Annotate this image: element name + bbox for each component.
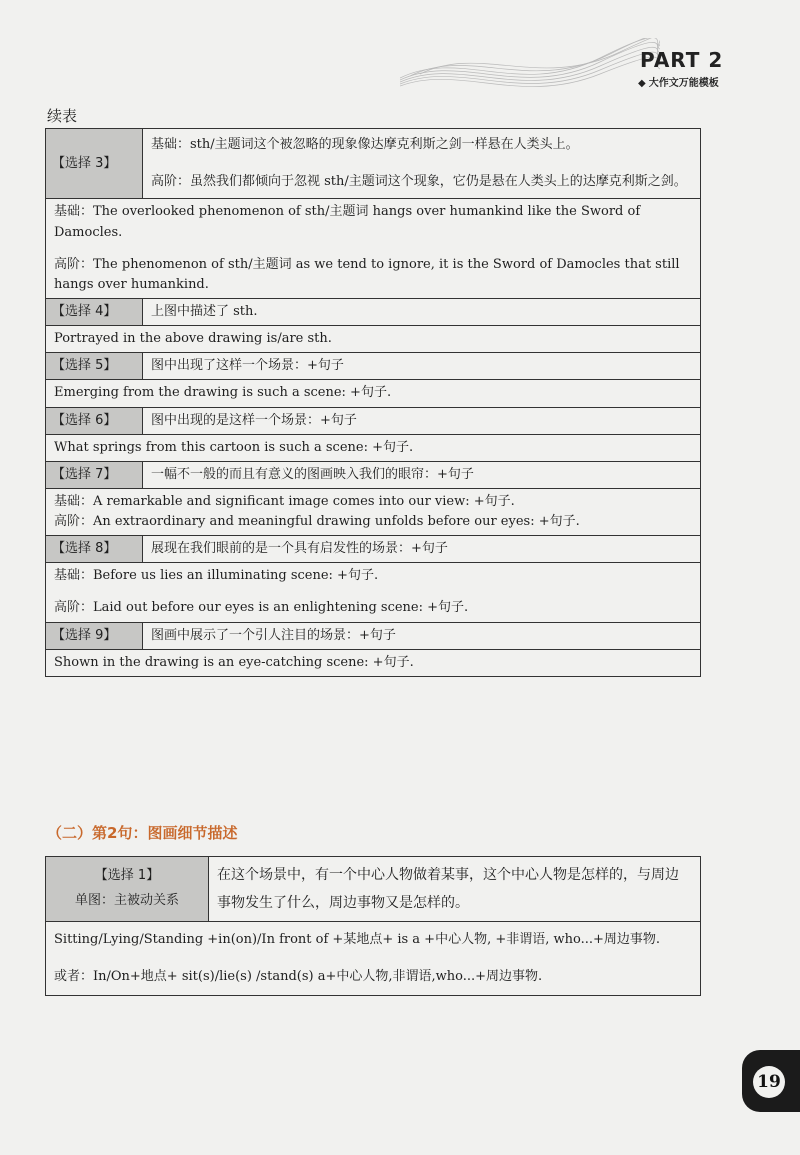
en-pattern-2: 或者：In/On+地点+ sit(s)/lie(s) /stand(s) a+中心人物,非谓语,who...+周边事物. [54,968,543,984]
option-en: Shown in the drawing is an eye-catching scene: +句子. [46,649,701,676]
cn-advanced: 高阶：虽然我们都倾向于忽视 sth/主题词这个现象，它仍是悬在人类头上的达摩克利斯之剑。 [151,173,687,189]
detail-table [45,856,701,996]
option-cn: 图中出现了这样一个场景：+句子 [143,353,701,380]
table-row [46,298,701,325]
en-advanced: 高阶：An extraordinary and meaningful drawing unfolds before our eyes: +句子. [54,514,580,530]
option-label: 【选择 3】 [46,129,143,199]
table-row [46,922,701,996]
en-pattern-1: Sitting/Lying/Standing +in(on)/In front of +某地点+ is a +中心人物, +非谓语, who...+周边事物. [54,932,661,947]
option-cn: 图画中展示了一个引人注目的场景：+句子 [143,622,701,649]
en-advanced: 高阶：Laid out before our eyes is an enlightening scene: +句子. [54,600,469,616]
table-row [46,129,701,199]
continued-label: 续表 [47,107,78,125]
table-row [46,380,701,407]
option-cn-cell [143,129,701,199]
table-row [46,199,701,299]
option-label: 【选择 8】 [46,536,143,563]
option-cn: 图中出现的是这样一个场景：+句子 [143,407,701,434]
option-label-cell [46,857,209,922]
option-cn: 一幅不一般的而且有意义的图画映入我们的眼帘：+句子 [143,461,701,488]
option-label: 【选择 7】 [46,461,143,488]
table-row [46,622,701,649]
table-row [46,563,701,622]
table-row [46,407,701,434]
option-cn: 在这个场景中，有一个中心人物做着某事，这个中心人物是怎样的，与周边事物发生了什么，周边事物又是怎样的。 [209,857,701,922]
option-label: 【选择 6】 [46,407,143,434]
table-row [46,326,701,353]
option-label: 【选择 9】 [46,622,143,649]
en-basic: 基础：Before us lies an illuminating scene: +句子. [54,568,379,584]
table-row [46,857,701,922]
option-en: Emerging from the drawing is such a scene: +句子. [46,380,701,407]
table-row [46,353,701,380]
option-label: 【选择 4】 [46,298,143,325]
table-row [46,461,701,488]
table-row [46,434,701,461]
part-subtitle-text: 大作文万能模板 [648,78,719,89]
en-basic: 基础：The overlooked phenomenon of sth/主题词 hangs over humankind like the Sword of Damocles. [54,204,641,240]
option-label: 【选择 1】 [94,868,160,884]
option-en-cell [46,922,701,996]
cn-basic: 基础：sth/主题词这个被忽略的现象像达摩克利斯之剑一样悬在人类头上。 [151,137,579,152]
part-subtitle [638,74,719,89]
option-label: 【选择 5】 [46,353,143,380]
table-row [46,536,701,563]
diamond-icon: ◆ [638,78,646,89]
table-row [46,488,701,535]
option-en: Portrayed in the above drawing is/are sth. [46,326,701,353]
wave-decoration [400,38,660,98]
en-basic: 基础：A remarkable and significant image comes into our view: +句子. [54,493,515,509]
option-en-cell [46,488,701,535]
part-title: PART 2 [640,48,724,72]
option-en-cell [46,563,701,622]
option-en-cell [46,199,701,299]
table-row [46,649,701,676]
page-number: 19 [753,1066,785,1098]
en-advanced: 高阶：The phenomenon of sth/主题词 as we tend to ignore, it is the Sword of Damocles that still hangs over humankind. [54,256,680,292]
option-cn: 上图中描述了 sth. [143,298,701,325]
template-table [45,128,701,677]
option-sublabel: 单图：主被动关系 [74,893,179,908]
option-cn: 展现在我们眼前的是一个具有启发性的场景：+句子 [143,536,701,563]
section-heading: （二）第2句：图画细节描述 [47,824,238,842]
option-en: What springs from this cartoon is such a scene: +句子. [46,434,701,461]
